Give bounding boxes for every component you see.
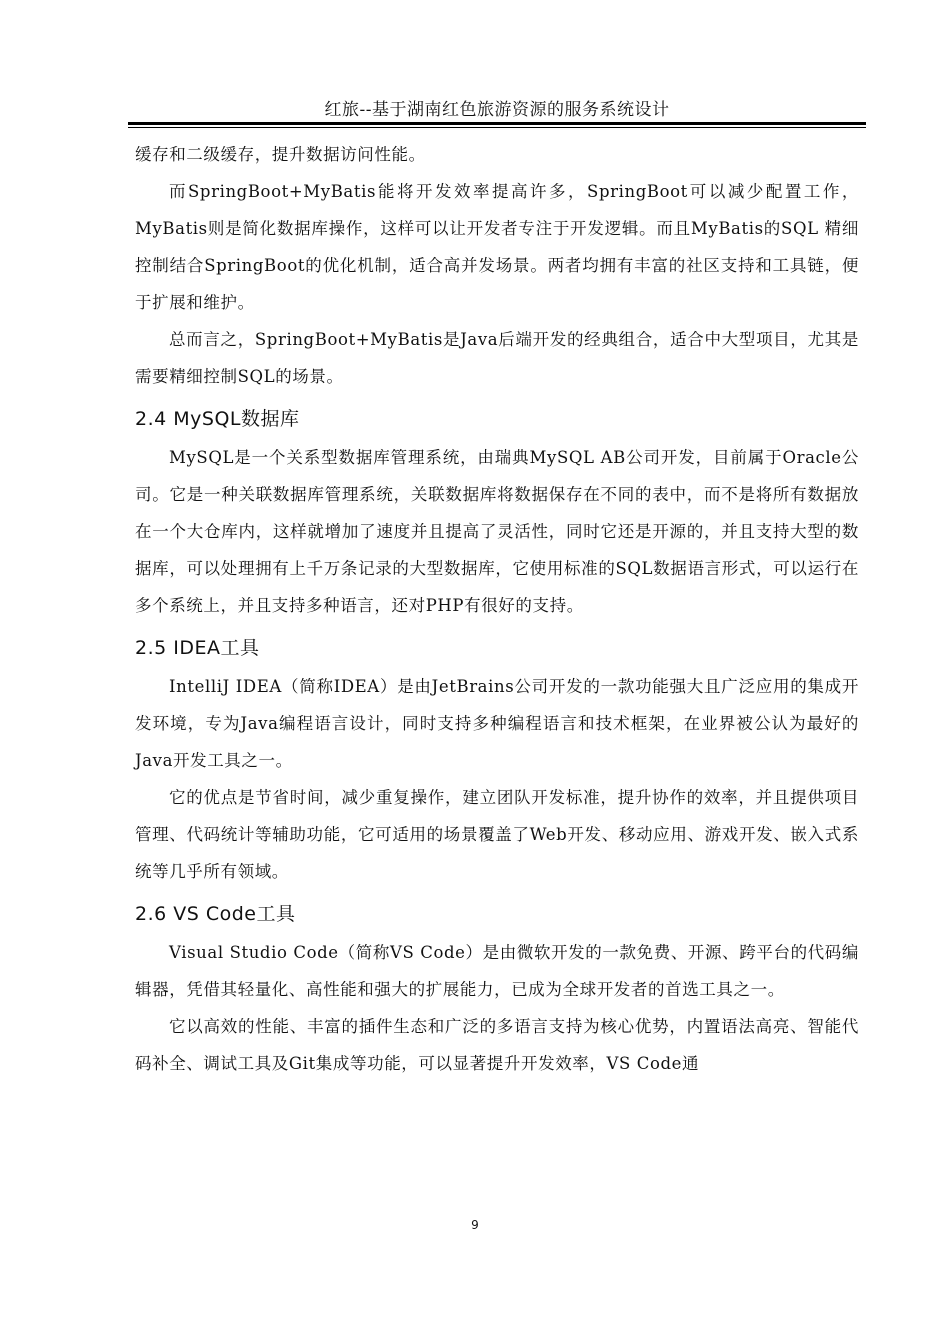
running-header: 红旅--基于湖南红色旅游资源的服务系统设计 xyxy=(324,100,670,120)
section-heading-vscode: 2.6 VS Code工具 xyxy=(135,903,296,925)
paragraph-vscode-intro: Visual Studio Code（简称VS Code）是由微软开发的一款免费、开源、跨平台的代码编辑器，凭借其轻量化、高性能和强大的扩展能力，已成为全球开发者的首选工具之一。 xyxy=(135,943,859,999)
page-number: 9 xyxy=(471,1218,479,1232)
paragraph-idea-advantages: 它的优点是节省时间，减少重复操作，建立团队开发标准，提升协作的效率，并且提供项目管理、代码统计等辅助功能，它可适用的场景覆盖了Web开发、移动应用、游戏开发、嵌入式系统等几乎所有领域。 xyxy=(135,788,859,881)
paragraph-springboot-mybatis: 而SpringBoot+MyBatis能将开发效率提高许多，SpringBoot可以减少配置工作，MyBatis则是简化数据库操作，这样可以让开发者专注于开发逻辑。而且MyBatis的SQL 精细控制结合SpringBoot的优化机制，适合高并发场景。两者均拥有丰富的社区支持和工具链，便于扩展和维护。 xyxy=(135,182,859,312)
header-rule-thin xyxy=(128,127,866,128)
paragraph-vscode-advantages: 它以高效的性能、丰富的插件生态和广泛的多语言支持为核心优势，内置语法高亮、智能代码补全、调试工具及Git集成等功能，可以显著提升开发效率，VS Code通 xyxy=(135,1017,859,1073)
continuation-paragraph: 缓存和二级缓存，提升数据访问性能。 xyxy=(135,145,426,164)
section-heading-idea: 2.5 IDEA工具 xyxy=(135,637,260,659)
paragraph-mysql: MySQL是一个关系型数据库管理系统，由瑞典MySQL AB公司开发，目前属于Oracle公司。它是一种关联数据库管理系统，关联数据库将数据保存在不同的表中，而不是将所有数据放在一个大仓库内，这样就增加了速度并且提高了灵活性，同时它还是开源的，并且支持大型的数据库，可以处理拥有上千万条记录的大型数据库，它使用标准的SQL数据语言形式，可以运行在多个系统上，并且支持多种语言，还对PHP有很好的支持。 xyxy=(135,448,859,615)
paragraph-summary: 总而言之，SpringBoot+MyBatis是Java后端开发的经典组合，适合中大型项目，尤其是需要精细控制SQL的场景。 xyxy=(135,330,859,386)
header-rule-thick xyxy=(128,122,866,125)
paragraph-idea-intro: IntelliJ IDEA（简称IDEA）是由JetBrains公司开发的一款功能强大且广泛应用的集成开发环境，专为Java编程语言设计，同时支持多种编程语言和技术框架，在业界被公认为最好的Java开发工具之一。 xyxy=(135,677,859,770)
section-heading-mysql: 2.4 MySQL数据库 xyxy=(135,408,300,430)
body-text xyxy=(135,136,859,1082)
